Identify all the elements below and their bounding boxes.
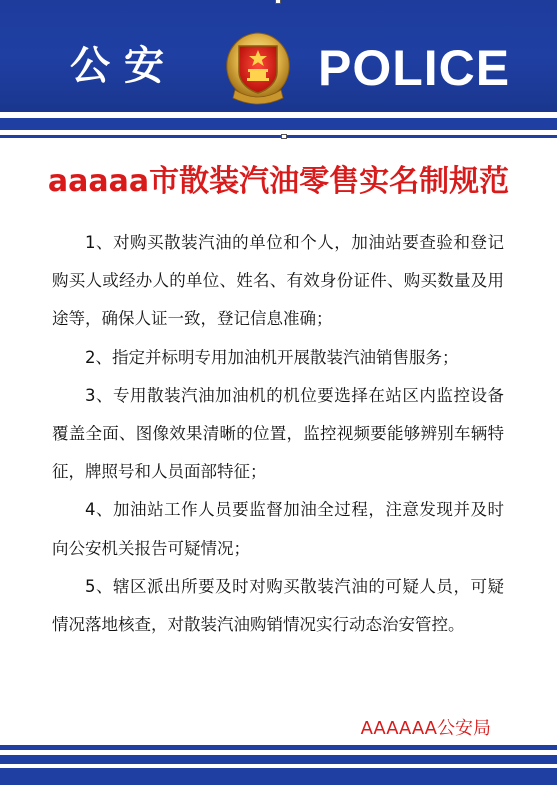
footer-stripe [0, 755, 557, 764]
document-body [52, 224, 504, 644]
header-stripe [0, 135, 557, 138]
header-banner [0, 0, 557, 112]
crop-marker [275, 0, 281, 4]
header-title-english: POLICE [318, 40, 511, 96]
paragraph: 5、辖区派出所要及时对购买散装汽油的可疑人员，可疑情况落地核查，对散装汽油购销情况实行动态治安管控。 [52, 576, 504, 635]
crop-marker [281, 134, 287, 139]
header-stripe [0, 118, 557, 130]
police-emblem-icon [217, 28, 299, 108]
issuer-signature: AAAAAA公安局 [360, 718, 491, 739]
paragraph: 4、加油站工作人员要监督加油全过程，注意发现并及时向公安机关报告可疑情况； [52, 500, 504, 558]
document-title: aaaaa市散装汽油零售实名制规范 [47, 164, 510, 199]
footer-stripe [0, 768, 557, 785]
paragraph: 3、专用散装汽油加油机的机位要选择在站区内监控设备覆盖全面、图像效果清晰的位置，监控视频要能够辨别车辆特征，牌照号和人员面部特征； [52, 385, 504, 482]
paragraph: 1、对购买散装汽油的单位和个人，加油站要查验和登记购买人或经办人的单位、姓名、有效身份证件、购买数量及用途等，确保人证一致，登记信息准确； [52, 233, 504, 329]
header-title-chinese: 公安 [70, 43, 178, 89]
paragraph: 2、指定并标明专用加油机开展散装汽油销售服务； [85, 347, 459, 367]
